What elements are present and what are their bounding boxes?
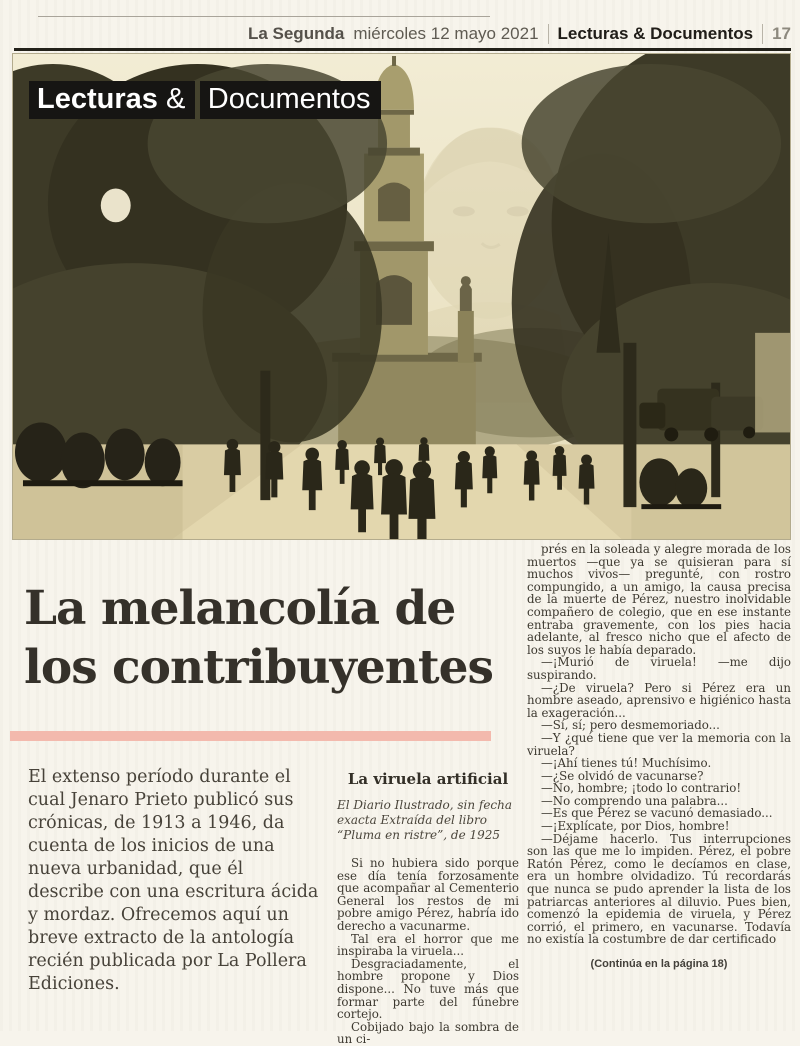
paragraph: Cobijado bajo la sombra de un ci- (337, 1019, 519, 1046)
street-scene-illustration (13, 54, 790, 539)
body-text (527, 543, 791, 946)
paragraph: —¿Se olvidó de vacunarse? (541, 768, 704, 783)
article-deck: El extenso período durante el cual Jenaro Prieto publicó sus crónicas, de 1913 a 1946, da cuenta de los inicios de una nueva urbanidad, que él describe con una escritura ácida y mordaz. Ofrecemos aquí un breve extracto de la antología recién publicada por La Pollera Ediciones. (28, 767, 319, 994)
masthead (0, 22, 791, 46)
paragraph: —No, hombre; ¡todo lo contrario! (541, 781, 742, 796)
paragraph: —¡Ahí tienes tú! Muchísimo. (541, 756, 712, 771)
newspaper-brand: La Segunda (247, 24, 345, 43)
accent-rule (10, 731, 491, 741)
article-column-middle (337, 770, 519, 1046)
paragraph: —No comprendo una palabra... (541, 793, 728, 808)
continuation-note: (Continúa en la página 18) (590, 958, 728, 970)
paragraph: Tal era el horror que me inspiraba la viruela... (337, 931, 519, 959)
badge-ampersand: & (157, 83, 186, 115)
paragraph: Si no hubiera sido porque ese día tenía forzosamente que acompañar al Cementerio General los restos de mi pobre amigo Pérez, habría ido derecho a vacunarme. (337, 856, 519, 933)
header-top-rule (38, 16, 490, 17)
paragraph: Desgraciadamente, el hombre propone y Dios dispone... No tuve más que formar parte del fúnebre cortejo. (337, 956, 519, 1022)
article-column-right (527, 543, 791, 970)
section-badge-line2: Documentos (200, 81, 381, 119)
masthead-divider (762, 24, 763, 44)
paragraph: —¡Explícate, por Dios, hombre! (541, 819, 730, 834)
page-number: 17 (772, 24, 791, 43)
paragraph: —¡Murió de viruela! —me dijo suspirando. (527, 655, 791, 682)
section-title: Lecturas & Documentos (557, 24, 754, 43)
paragraph: —Sí, sí; pero desmemoriado... (541, 718, 720, 733)
issue-date: miércoles 12 mayo 2021 (353, 24, 539, 43)
section-badge (29, 81, 381, 119)
header-heavy-rule (14, 48, 791, 51)
source-attribution: El Diario Ilustrado, sin fecha exacta Extraída del libro “Pluma en ristre”, de 1925 (337, 798, 513, 842)
body-text (337, 857, 519, 1046)
masthead-divider (548, 24, 549, 44)
article-headline: La melancolía de los contribuyentes (24, 581, 493, 696)
paragraph: —Y ¿qué tiene que ver la memoria con la viruela? (527, 730, 791, 758)
article-subhead: La viruela artificial (347, 770, 509, 788)
paragraph: —Déjame hacerlo. Tus interrupciones son las que me lo impiden. Pérez, el pobre Ratón Pérez, como le decíamos en clase, era un hombre olvidadizo. Tú recordarás que nunca se pudo aprender la lista de los patriarcas anteriores al diluvio. Pues bien, comenzó la epidemia de viruela, y Pérez corrió, el primero, en vacunarse. Todavía no existía la costumbre de dar certificado (527, 831, 791, 947)
badge-word-lecturas: Lecturas (37, 83, 158, 115)
paragraph: prés en la soleada y alegre morada de los muertos —que ya se quisieran para sí muchos vivos— pregunté, con rostro compungido, a un amigo, la causa precisa de la muerte de Pérez, nuestro inolvidable compañero de colegio, que en ese instante entraba gravemente, con los pies hacia adelante, al fresco nicho que el afecto de los suyos le había deparado. (527, 542, 791, 657)
lead-photo (12, 53, 791, 540)
paragraph: —Es que Pérez se vacunó demasiado... (541, 806, 773, 821)
paragraph: —¿De viruela? Pero si Pérez era un hombre aseado, aprensivo e higiénico hasta la exageración... (527, 680, 791, 720)
section-badge-line1 (29, 81, 195, 119)
